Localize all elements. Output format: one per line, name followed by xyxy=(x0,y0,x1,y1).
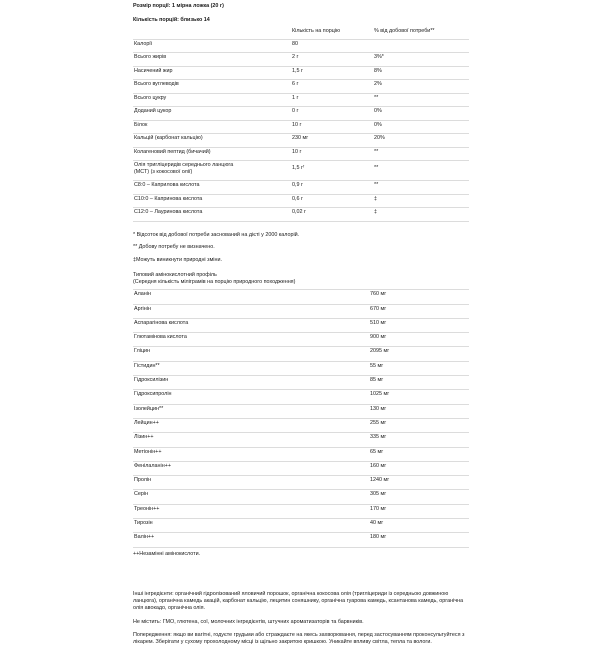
nutrient-daily-value: ‡ xyxy=(374,208,469,222)
nutrition-row xyxy=(133,93,469,107)
nutrient-daily-value: 3%* xyxy=(374,53,469,67)
amino-profile-heading xyxy=(133,272,469,286)
amino-row xyxy=(133,347,469,361)
nutrient-amount: 0 г xyxy=(292,107,374,121)
amino-amount: 2095 мг xyxy=(370,347,469,361)
nutrition-table xyxy=(133,28,469,222)
nutrient-name: Білок xyxy=(133,120,292,134)
servings-per-container: Кількість порцій: близько 14 xyxy=(133,16,210,23)
free-from: Не містить: ГМО, глютена, сої, молочних інгредієнтів, штучних ароматизаторів та барвників. xyxy=(133,618,364,625)
nutrition-row xyxy=(133,194,469,208)
amino-name: Валін++ xyxy=(133,533,370,547)
nutrient-amount: 80 xyxy=(292,39,374,53)
nutrient-amount: 1,5 г xyxy=(292,66,374,80)
amino-name: Лізин++ xyxy=(133,433,370,447)
amino-profile-subtitle: (Середня кількість міліграмів на порцію природного походження) xyxy=(133,278,296,285)
nutrient-daily-value: ** xyxy=(374,161,469,181)
amino-row xyxy=(133,504,469,518)
amino-profile-title: Типовий амінокислотний профіль xyxy=(133,271,217,278)
amino-amount: 510 мг xyxy=(370,318,469,332)
nutrient-amount: 1 г xyxy=(292,93,374,107)
amino-amount: 760 мг xyxy=(370,290,469,304)
nutrition-header-daily-value: % від добової потреби** xyxy=(374,28,469,40)
amino-amount: 180 мг xyxy=(370,533,469,547)
amino-name: Тирозін xyxy=(133,519,370,533)
nutrient-amount: 0,02 г xyxy=(292,208,374,222)
nutrient-amount: 10 г xyxy=(292,120,374,134)
nutrient-daily-value: 0% xyxy=(374,120,469,134)
amino-name: Треонін++ xyxy=(133,504,370,518)
nutrient-daily-value: ‡ xyxy=(374,194,469,208)
amino-name: Аспарагінова кислота xyxy=(133,318,370,332)
nutrition-row xyxy=(133,161,469,181)
supplement-facts xyxy=(133,3,469,653)
amino-name: Гліцин xyxy=(133,347,370,361)
amino-name: Серін xyxy=(133,490,370,504)
amino-name: Пролін xyxy=(133,476,370,490)
warning-text: Попередження: якщо ви вагітні, годуєте грудьми або страждаєте на якесь захворювання, перед застосуванням проконсультуйтеся з лікарем. Зберігати у сухому прохолодному місці із щільно закритою кришкою. Уникайте впливу світла, тепла та вологи. xyxy=(133,632,465,646)
nutrition-row xyxy=(133,39,469,53)
amino-name: Ізолейцин** xyxy=(133,404,370,418)
nutrient-daily-value: 0% xyxy=(374,107,469,121)
amino-name: Фенілаланін++ xyxy=(133,461,370,475)
nutrient-daily-value: ** xyxy=(374,147,469,161)
nutrient-name: C12:0 – Лауринова кислота xyxy=(133,208,292,222)
amino-name: Аргінін xyxy=(133,304,370,318)
note-natural-variation: ‡Можуть виникнути природні зміни. xyxy=(133,257,222,263)
nutrition-header-col1 xyxy=(133,28,292,40)
nutrient-amount: 2 г xyxy=(292,53,374,67)
nutrient-name: Кальцій (карбонат кальцію) xyxy=(133,134,292,148)
nutrient-name: Олія тригліцеридів середнього ланцюга (МСТ) (з кокосової олії) xyxy=(133,161,292,181)
nutrition-row xyxy=(133,80,469,94)
amino-amount: 1240 мг xyxy=(370,476,469,490)
amino-row xyxy=(133,490,469,504)
amino-row xyxy=(133,533,469,547)
note-not-established: ** Добову потребу не визначено. xyxy=(133,244,215,251)
amino-row xyxy=(133,290,469,304)
amino-row xyxy=(133,333,469,347)
serving-size: Розмір порції: 1 мірна ложка (20 г) xyxy=(133,3,224,9)
amino-acid-table xyxy=(133,289,469,547)
amino-name: Глютамінова кислота xyxy=(133,333,370,347)
nutrient-name: Доданий цукор xyxy=(133,107,292,121)
nutrition-row xyxy=(133,147,469,161)
nutrient-name: Всього вуглеводів xyxy=(133,80,292,94)
nutrition-header-amount: Кількість на порцію xyxy=(292,28,374,40)
nutrient-daily-value: 20% xyxy=(374,134,469,148)
nutrition-row xyxy=(133,53,469,67)
amino-row xyxy=(133,519,469,533)
amino-row xyxy=(133,447,469,461)
amino-amount: 305 мг xyxy=(370,490,469,504)
nutrient-daily-value: ** xyxy=(374,93,469,107)
amino-row xyxy=(133,318,469,332)
amino-row xyxy=(133,376,469,390)
nutrient-name: Насичений жир xyxy=(133,66,292,80)
nutrient-amount: 0,9 г xyxy=(292,181,374,195)
amino-amount: 85 мг xyxy=(370,376,469,390)
amino-footnote: ++Незамінні амінокислоти. xyxy=(133,550,201,557)
amino-amount: 65 мг xyxy=(370,447,469,461)
amino-row xyxy=(133,461,469,475)
amino-name: Гідроксилізин xyxy=(133,376,370,390)
amino-amount: 130 мг xyxy=(370,404,469,418)
amino-name: Метіонін++ xyxy=(133,447,370,461)
amino-row xyxy=(133,433,469,447)
nutrient-daily-value: ** xyxy=(374,181,469,195)
nutrition-row xyxy=(133,181,469,195)
amino-amount: 900 мг xyxy=(370,333,469,347)
amino-row xyxy=(133,476,469,490)
nutrient-amount: 6 г xyxy=(292,80,374,94)
amino-amount: 255 мг xyxy=(370,418,469,432)
other-ingredients: Інші інгредієнти: органічний гідролізований яловичий порошок, органічна кокосова олія (тригліцериди із середньою довжиною ланцюга), органічна камедь акацій, карбонат кальцію, лецитин соняшнику, органічна гуарова камедь, ксантанова камедь, органічна олія авокадо, органічна олія. xyxy=(133,591,464,611)
nutrition-row xyxy=(133,107,469,121)
amino-row xyxy=(133,304,469,318)
amino-amount: 40 мг xyxy=(370,519,469,533)
amino-amount: 335 мг xyxy=(370,433,469,447)
nutrient-name: Колагеновий пептид (бичачий) xyxy=(133,147,292,161)
nutrient-daily-value xyxy=(374,39,469,53)
nutrition-row xyxy=(133,208,469,222)
nutrient-daily-value: 2% xyxy=(374,80,469,94)
nutrition-notes xyxy=(133,232,469,264)
amino-amount: 1025 мг xyxy=(370,390,469,404)
amino-row xyxy=(133,361,469,375)
amino-name: Гідроксипролін xyxy=(133,390,370,404)
nutrient-name: Всього жирів xyxy=(133,53,292,67)
nutrient-amount: 10 г xyxy=(292,147,374,161)
nutrient-name: C10:0 – Капринова кислота xyxy=(133,194,292,208)
nutrient-amount: 1,5 гᶠ xyxy=(292,161,374,181)
nutrition-header-row xyxy=(133,28,469,40)
amino-row xyxy=(133,404,469,418)
nutrition-row xyxy=(133,134,469,148)
amino-name: Гістидин** xyxy=(133,361,370,375)
nutrition-row xyxy=(133,66,469,80)
amino-row xyxy=(133,418,469,432)
nutrient-amount: 0,6 г xyxy=(292,194,374,208)
amino-amount: 55 мг xyxy=(370,361,469,375)
nutrient-amount: 230 мг xyxy=(292,134,374,148)
nutrient-name: Калорії xyxy=(133,39,292,53)
nutrient-name: Всього цукру xyxy=(133,93,292,107)
amino-amount: 160 мг xyxy=(370,461,469,475)
note-daily-value: * Відсоток від добової потреби заснований на дієті у 2000 калорій. xyxy=(133,231,300,238)
nutrient-name: C8:0 – Каприлова кислота xyxy=(133,181,292,195)
nutrient-daily-value: 8% xyxy=(374,66,469,80)
amino-row xyxy=(133,390,469,404)
amino-name: Аланін xyxy=(133,290,370,304)
amino-name: Лейцин++ xyxy=(133,418,370,432)
nutrition-row xyxy=(133,120,469,134)
amino-amount: 170 мг xyxy=(370,504,469,518)
amino-amount: 670 мг xyxy=(370,304,469,318)
